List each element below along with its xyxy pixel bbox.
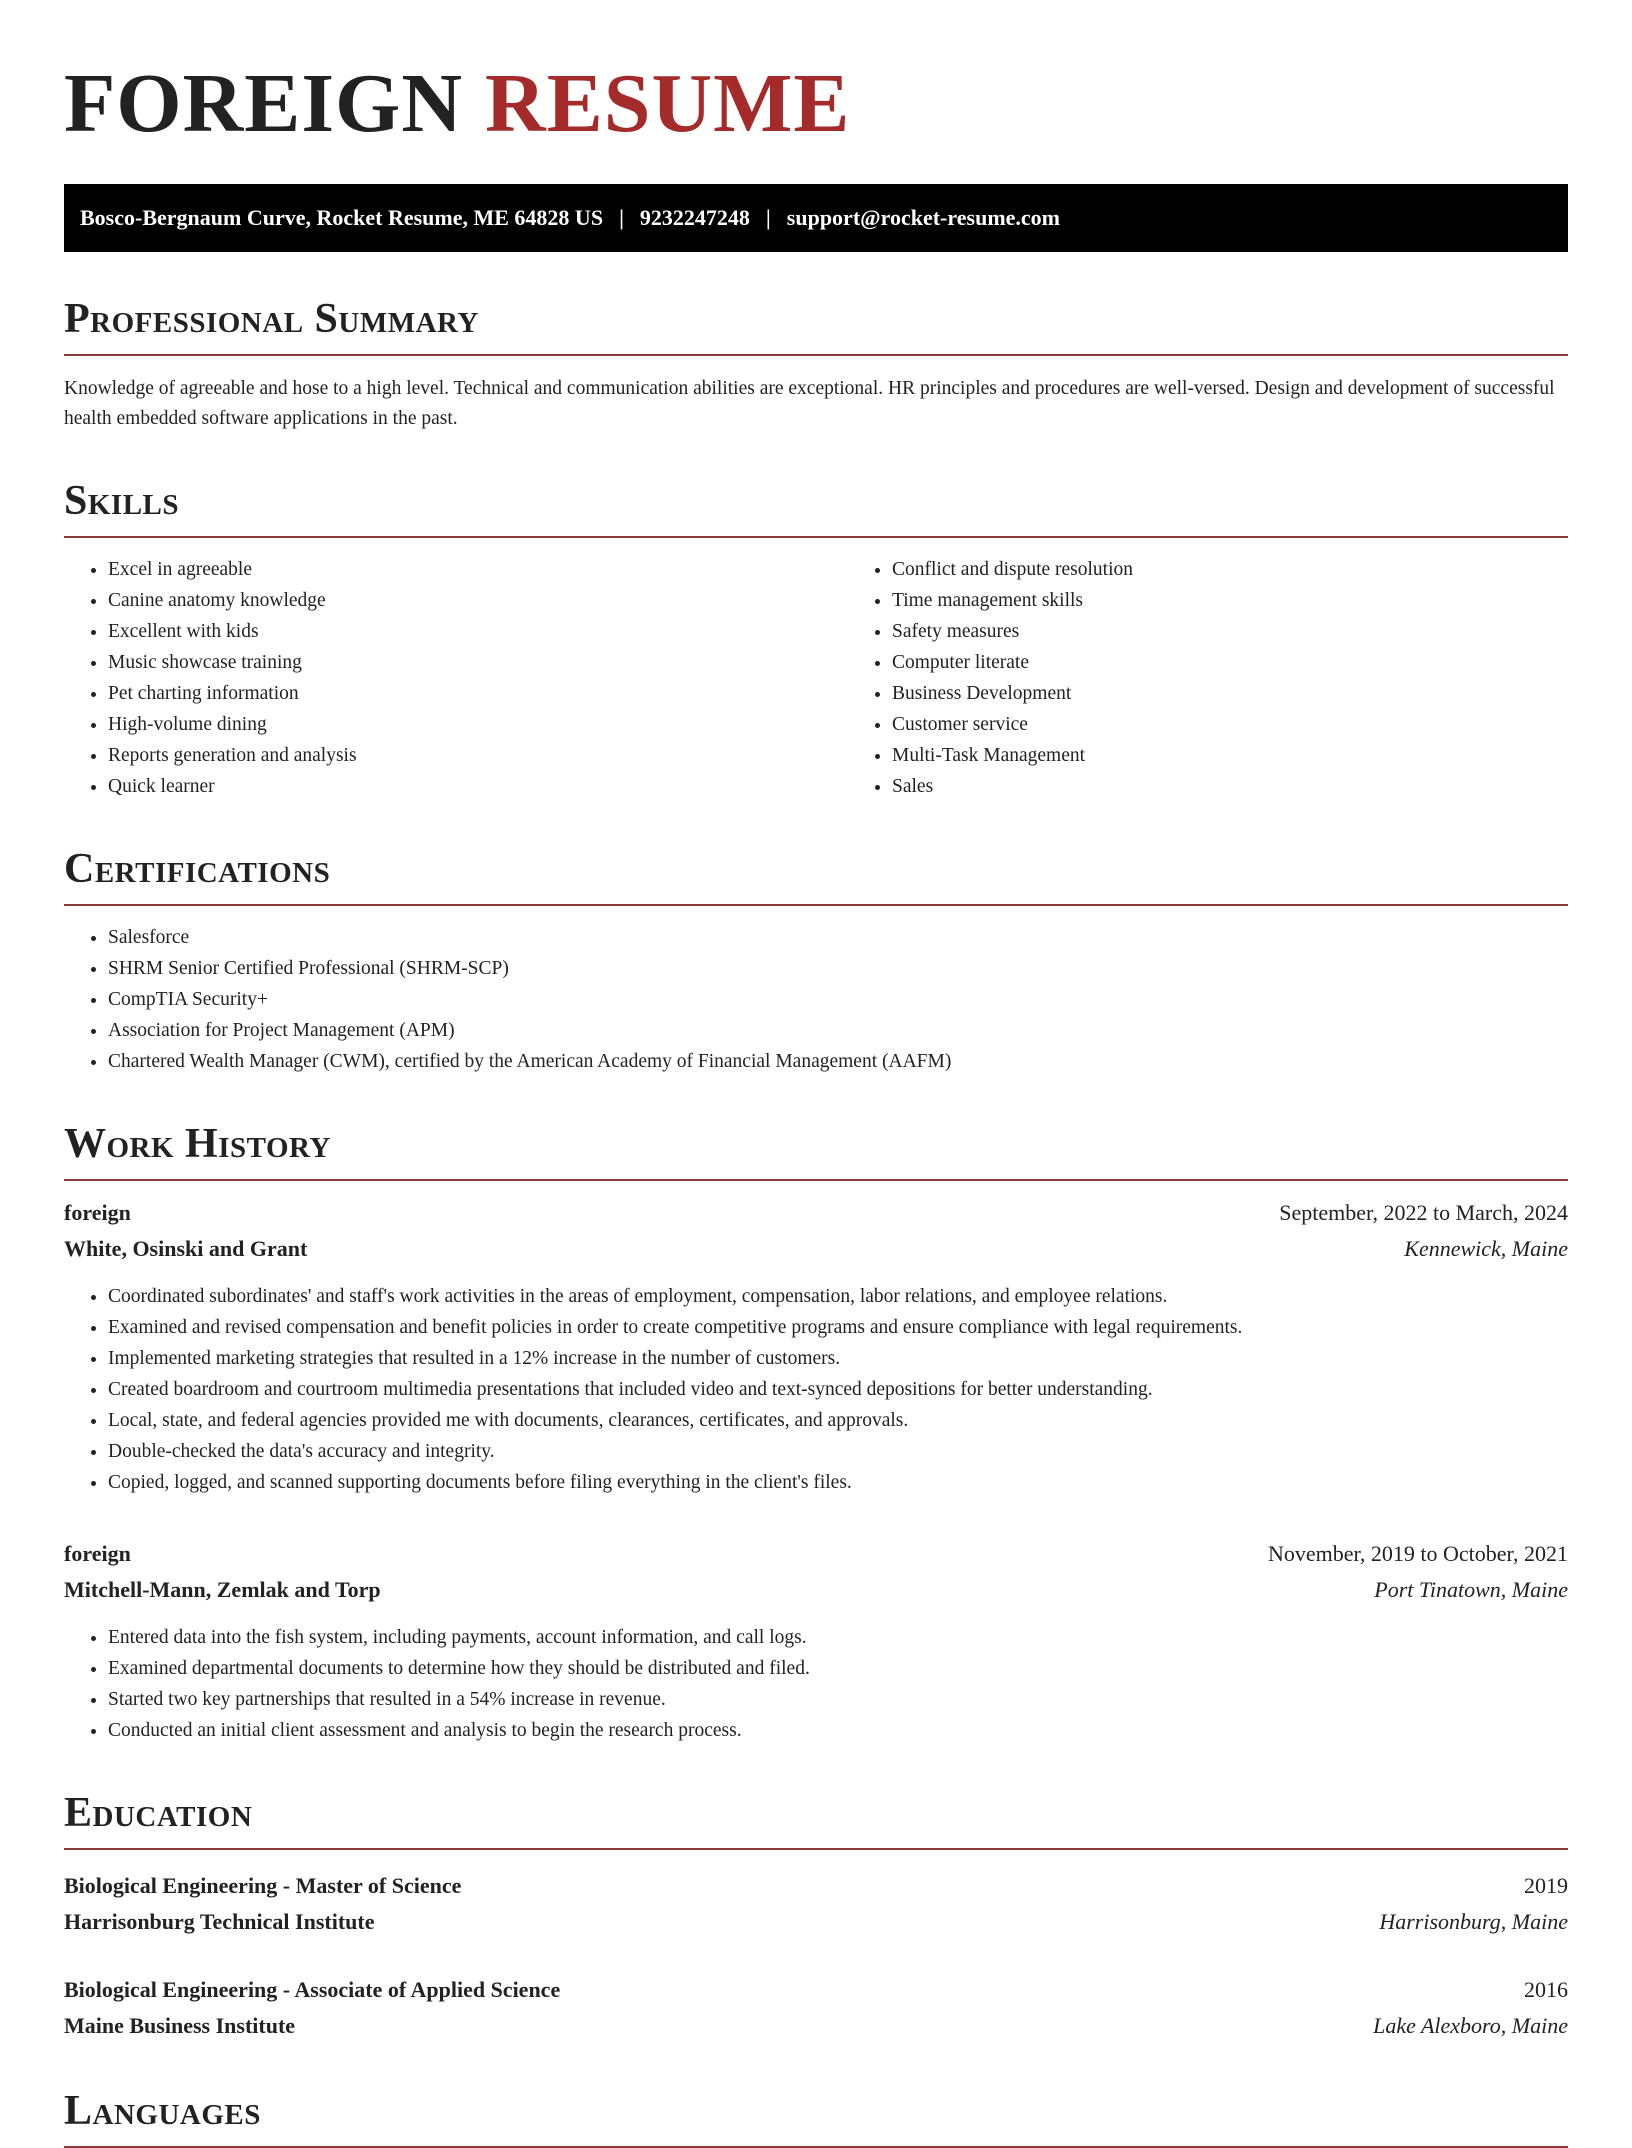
skill-item: • Business Development [892, 678, 1632, 709]
job-duties-list [64, 1281, 1568, 1498]
certification-item: • Chartered Wealth Manager (CWM), certified by the American Academy of Financial Management (AAFM) [108, 1046, 1568, 1077]
job-duty-item: • Implemented marketing strategies that resulted in a 12% increase in the number of customers. [108, 1343, 1568, 1374]
job-duty-item: • Examined and revised compensation and benefit policies in order to create competitive programs and ensure compliance with legal requirements. [108, 1312, 1568, 1343]
job-duty-item: • Local, state, and federal agencies provided me with documents, clearances, certificates, and approvals. [108, 1405, 1568, 1436]
skill-item: • Computer literate [892, 647, 1632, 678]
summary-text: Knowledge of agreeable and hose to a high level. Technical and communication abilities are exceptional. HR principles and procedures are well-versed. Design and development of successful health embedded software applications in the past. [64, 378, 1555, 429]
education-school-row [64, 2008, 1568, 2044]
education-school-row [64, 1904, 1568, 1940]
education-year: 2016 [1524, 1977, 1568, 2002]
job-company-row [64, 1572, 1568, 1608]
section-title-education: Education [64, 1790, 1568, 1850]
education-entry [64, 1868, 1568, 1940]
certifications-list [64, 922, 1568, 1077]
contact-separator: | [765, 205, 771, 230]
skills-list-right [848, 554, 1632, 802]
job-duty-item: • Entered data into the fish system, including payments, account information, and call logs. [108, 1622, 1568, 1653]
certification-item: • Association for Project Management (APM) [108, 1015, 1568, 1046]
skill-item: • Safety measures [892, 616, 1632, 647]
contact-email: support@rocket-resume.com [786, 205, 1060, 230]
skill-item: • Music showcase training [108, 647, 848, 678]
education-year: 2019 [1524, 1873, 1568, 1898]
job-location: Kennewick, Maine [1404, 1236, 1568, 1261]
certification-item: • Salesforce [108, 922, 1568, 953]
first-name: FOREIGN [64, 57, 464, 150]
education-location: Lake Alexboro, Maine [1373, 2013, 1568, 2038]
contact-separator: | [619, 205, 624, 230]
job-company: White, Osinski and Grant [64, 1236, 308, 1261]
education-location: Harrisonburg, Maine [1379, 1909, 1568, 1934]
job-location: Port Tinatown, Maine [1374, 1577, 1568, 1602]
job-header-row [64, 1195, 1568, 1231]
skill-item: • Excel in agreeable [108, 554, 848, 585]
job-duty-item: • Examined departmental documents to determine how they should be distributed and filed. [108, 1653, 1568, 1684]
job-role: foreign [64, 1200, 131, 1225]
job-entry [64, 1536, 1568, 1746]
section-title-work-history: Work History [64, 1121, 1568, 1181]
skill-item: • Quick learner [108, 771, 848, 802]
job-duty-item: • Coordinated subordinates' and staff's work activities in the areas of employment, compensation, labor relations, and employee relations. [108, 1281, 1568, 1312]
job-duty-item: • Started two key partnerships that resulted in a 54% increase in revenue. [108, 1684, 1568, 1715]
job-duty-item: • Conducted an initial client assessment and analysis to begin the research process. [108, 1715, 1568, 1746]
contact-phone: 9232247248 [639, 205, 750, 230]
skill-item: • Sales [892, 771, 1632, 802]
skill-item: • Reports generation and analysis [108, 740, 848, 771]
skill-item: • Customer service [892, 709, 1632, 740]
education-school: Maine Business Institute [64, 2013, 296, 2038]
education-degree: Biological Engineering - Associate of Applied Science [64, 1977, 561, 2002]
skill-item: • Excellent with kids [108, 616, 848, 647]
job-entry [64, 1195, 1568, 1498]
contact-bar [64, 184, 1568, 252]
job-duty-item: • Copied, logged, and scanned supporting documents before filing everything in the client's files. [108, 1467, 1568, 1498]
skills-grid [64, 538, 1568, 802]
skill-item: • Canine anatomy knowledge [108, 585, 848, 616]
section-title-certifications: Certifications [64, 846, 1568, 906]
education-entry [64, 1972, 1568, 2044]
skill-item: • Time management skills [892, 585, 1632, 616]
section-title-summary: Professional Summary [64, 296, 1568, 356]
skill-item: • Multi-Task Management [892, 740, 1632, 771]
job-dates: November, 2019 to October, 2021 [1267, 1541, 1568, 1566]
certification-item: • CompTIA Security+ [108, 984, 1568, 1015]
certifications-section [64, 846, 1568, 1077]
education-degree-row [64, 1868, 1568, 1904]
education-degree: Biological Engineering - Master of Science [64, 1873, 462, 1898]
job-duty-item: • Created boardroom and courtroom multimedia presentations that included video and text-synced depositions for better understanding. [108, 1374, 1568, 1405]
section-title-skills: Skills [64, 478, 1568, 538]
skills-section [64, 478, 1568, 802]
skill-item: • High-volume dining [108, 709, 848, 740]
job-dates: September, 2022 to March, 2024 [1279, 1200, 1568, 1225]
work-history-section [64, 1121, 1568, 1746]
candidate-name [64, 0, 1568, 152]
skills-list-left [64, 554, 848, 802]
skill-item: • Pet charting information [108, 678, 848, 709]
job-company-row [64, 1231, 1568, 1267]
certification-item: • SHRM Senior Certified Professional (SHRM-SCP) [108, 953, 1568, 984]
last-name: RESUME [485, 57, 851, 150]
summary-section [64, 296, 1568, 434]
job-company: Mitchell-Mann, Zemlak and Torp [64, 1577, 381, 1602]
contact-address: Bosco-Bergnaum Curve, Rocket Resume, ME 64828 US [80, 205, 604, 230]
job-duty-item: • Double-checked the data's accuracy and integrity. [108, 1436, 1568, 1467]
education-section [64, 1790, 1568, 2044]
education-school: Harrisonburg Technical Institute [64, 1909, 375, 1934]
job-duties-list [64, 1622, 1568, 1746]
section-title-languages: Languages [64, 2088, 1568, 2148]
education-degree-row [64, 1972, 1568, 2008]
skill-item: • Conflict and dispute resolution [892, 554, 1632, 585]
job-header-row [64, 1536, 1568, 1572]
languages-section [64, 2088, 1568, 2148]
job-role: foreign [64, 1541, 131, 1566]
